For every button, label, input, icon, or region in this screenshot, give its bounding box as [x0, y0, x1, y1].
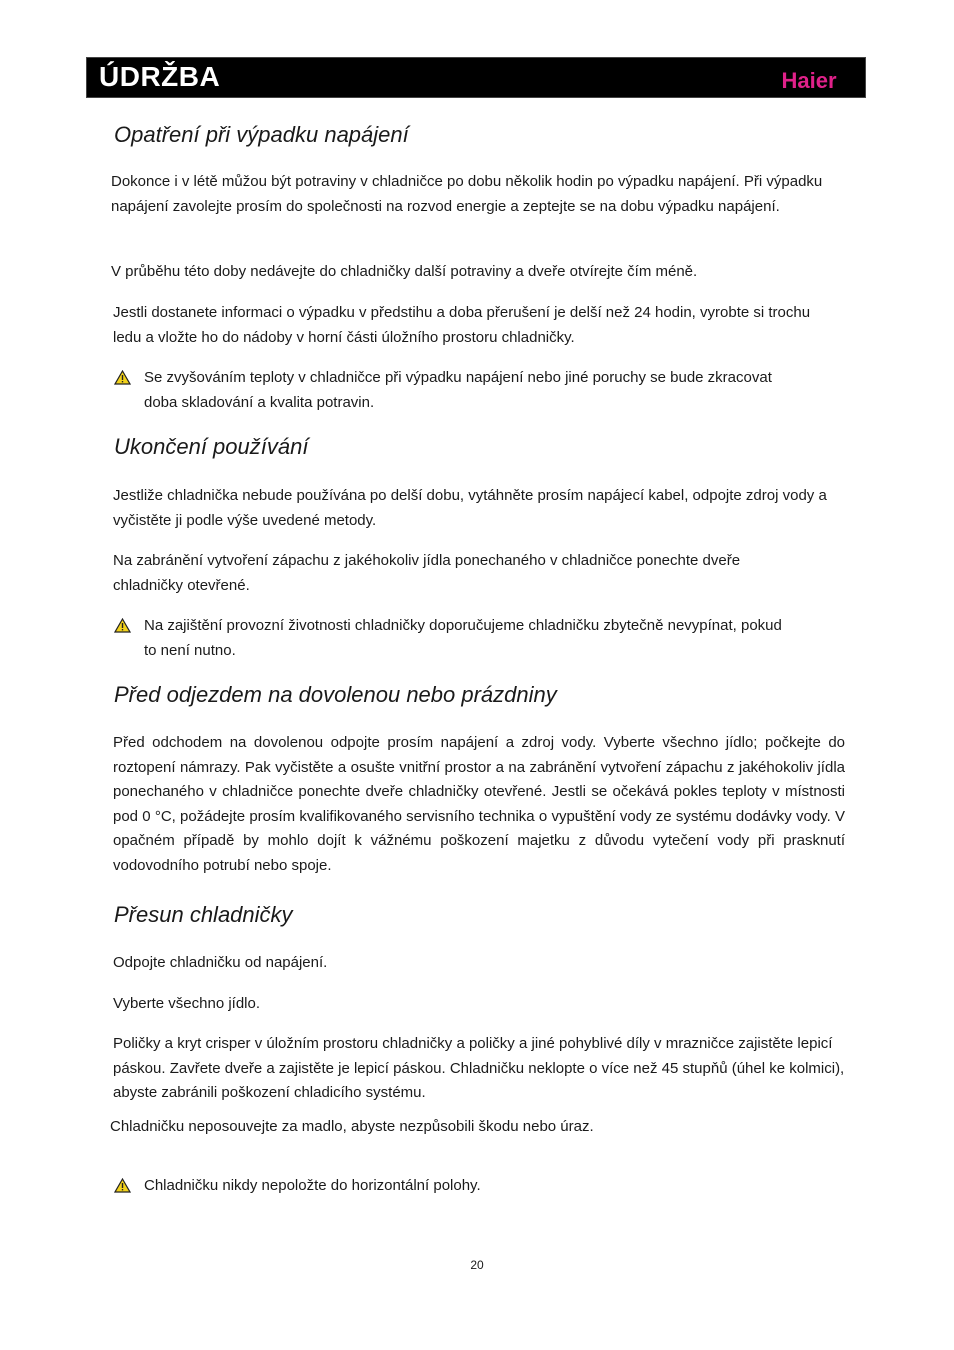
paragraph: V průběhu této doby nedávejte do chladničky další potraviny a dveře otvírejte čím méně. [111, 263, 698, 280]
header-bar [86, 57, 866, 98]
page-number: 20 [470, 1258, 484, 1272]
paragraph: Před odchodem na dovolenou odpojte prosím napájení a zdroj vody. Vyberte všechno jídlo; počkejte do roztopení námrazy. Pak vyčistěte a osušte vnitřní prostor a na zabránění vytvoření zápachu z jakéhokoliv jídla ponechaného v chladničce ponechte dveře chladničky otevřené. Jestli se očekává pokles teploty v místnosti pod 0 °C, požádejte prosím kvalifikovaného servisního technika o vypuštění vody ze systému dodávky vody. V opačném případě by mohlo dojít k vážnému poškození majetku z důvodu vytečení vody při prasknutí vodovodního potrubí nebo spoje. [113, 734, 845, 874]
page-title: ÚDRŽBA [99, 61, 221, 92]
warning-text: Chladničku nikdy nepoložte do horizontální polohy. [144, 1177, 481, 1194]
paragraph: Na zabránění vytvoření zápachu z jakéhokoliv jídla ponechaného v chladničce ponechte dveře chladničky otevřené. [113, 552, 741, 594]
paragraph: Poličky a kryt crisper v úložním prostoru chladničky a poličky a jiné pohyblivé díly v mrazničce zajistěte lepicí páskou. Zavřete dveře a zajistěte je lepicí páskou. Chladničku neklopte o více než 45 stupňů (úhel ke kolmici), abyste zabránili poškození chladicího systému. [113, 1035, 845, 1101]
paragraph: Vyberte všechno jídlo. [113, 995, 261, 1012]
warning-triangle-icon [114, 618, 131, 633]
section-heading-vacation: Před odjezdem na dovolenou nebo prázdniny [114, 682, 557, 707]
warning-note [114, 1174, 614, 1200]
brand-text: Haier [781, 68, 837, 92]
warning-text: Na zajištění provozní životnosti chladničky doporučujeme chladničku zbytečně nevypínat, pokud to není nutno. [144, 617, 782, 659]
paragraph: Dokonce i v létě můžou být potraviny v chladničce po dobu několik hodin po výpadku napájení. Při výpadku napájení zavolejte prosím do společnosti na rozvod energie a zeptejte se na dobu výpadku napájení. [111, 173, 823, 215]
warning-triangle-icon [114, 1178, 131, 1193]
paragraph: Jestliže chladnička nebude používána po delší dobu, vytáhněte prosím napájecí kabel, odpojte zdroj vody a vyčistěte ji podle výše uvedené metody. [113, 487, 827, 529]
haier-logo [773, 68, 845, 92]
warning-triangle-icon [114, 370, 131, 385]
paragraph: Odpojte chladničku od napájení. [113, 954, 328, 971]
warning-note [114, 366, 794, 416]
paragraph: Chladničku neposouvejte za madlo, abyste nezpůsobili škodu nebo úraz. [110, 1118, 594, 1135]
paragraph: Jestli dostanete informaci o výpadku v předstihu a doba přerušení je delší než 24 hodin, vyrobte si trochu ledu a vložte ho do nádoby v horní části úložního prostoru chladničky. [113, 304, 811, 346]
section-heading-end-of-use: Ukončení používání [114, 434, 309, 459]
section-heading-power-outage: Opatření při výpadku napájení [114, 122, 409, 147]
warning-note [114, 614, 804, 664]
warning-text: Se zvyšováním teploty v chladničce při výpadku napájení nebo jiné poruchy se bude zkracovat doba skladování a kvalita potravin. [144, 369, 772, 411]
section-heading-moving: Přesun chladničky [114, 902, 293, 927]
